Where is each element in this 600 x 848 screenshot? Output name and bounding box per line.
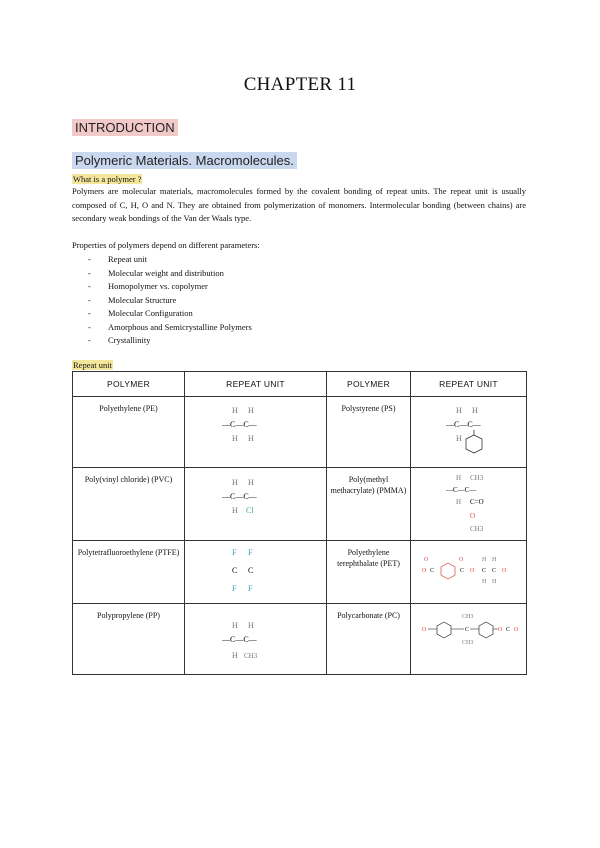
list-item: - Molecular weight and distribution [88,267,224,278]
svg-text:Cl: Cl [245,506,254,515]
svg-text:C: C [505,627,510,633]
svg-text:H: H [231,406,238,415]
repeat-unit-pmma [411,468,527,541]
svg-text:O: O [469,512,475,520]
list-item: - Amorphous and Semicrystalline Polymers [88,321,252,332]
header-polymer: POLYMER [327,372,411,397]
svg-text:—C—C—: —C—C— [221,492,257,501]
pp-structure [186,604,326,672]
repeat-unit-ptfe [185,541,327,604]
svg-text:H: H [231,434,238,443]
svg-text:H: H [455,498,461,506]
svg-text:CH3: CH3 [469,474,483,482]
svg-text:H: H [231,651,238,660]
list-item: - Molecular Structure [88,294,177,305]
header-polymer: POLYMER [73,372,185,397]
pc-structure [412,604,526,672]
svg-text:H: H [247,478,254,487]
subsection-heading: Polymeric Materials. Macromolecules. [72,152,297,169]
svg-text:O: O [458,557,463,563]
properties-intro: Properties of polymers depend on different parameters: [72,240,260,250]
svg-text:H: H [247,621,254,630]
svg-text:CH3: CH3 [461,640,473,646]
table-cell-polymer: Polytetrafluoroethylene (PTFE) [73,541,185,604]
svg-text:O: O [513,627,518,633]
table-cell-polymer: Polyethylene (PE) [73,397,185,468]
svg-text:H: H [491,557,496,563]
svg-text:H: H [231,478,238,487]
header-repeat-unit: REPEAT UNIT [411,372,527,397]
svg-text:O: O [423,557,428,563]
svg-text:F: F [231,584,236,593]
svg-text:H: H [491,579,496,585]
svg-text:O: O [421,568,426,574]
pmma-structure [412,468,526,538]
pvc-structure [186,468,326,538]
list-item: - Molecular Configuration [88,308,193,318]
svg-text:H: H [481,579,486,585]
svg-text:O: O [421,627,426,633]
properties-list [88,253,252,348]
pet-structure [412,541,526,601]
svg-text:C: C [231,566,237,575]
svg-text:O: O [497,627,502,633]
polymer-table [72,371,527,675]
svg-text:C: C [481,568,486,574]
svg-text:C: C [464,627,469,633]
benzene-ring [466,435,482,453]
svg-text:CH3: CH3 [469,525,483,533]
repeat-unit-pvc [185,468,327,541]
svg-text:F: F [247,584,252,593]
repeat-unit-label: Repeat unit [73,360,112,370]
svg-text:H: H [247,434,254,443]
svg-text:C: C [491,568,496,574]
list-item: - Repeat unit [88,254,147,264]
svg-text:H: H [231,621,238,630]
repeat-unit-pet [411,541,527,604]
ps-structure [412,397,526,465]
svg-text:—C—C—: —C—C— [445,420,481,429]
svg-text:C: C [247,566,253,575]
svg-text:F: F [247,548,252,557]
table-cell-polymer: Polycarbonate (PC) [327,604,411,675]
repeat-unit-ps [411,397,527,468]
benzene-ring [441,563,455,579]
svg-text:C: C [429,568,434,574]
svg-text:H: H [455,406,462,415]
svg-text:C: C [459,568,464,574]
svg-text:H: H [247,406,254,415]
repeat-unit-pe [185,397,327,468]
svg-text:H: H [231,506,238,515]
header-repeat-unit: REPEAT UNIT [185,372,327,397]
svg-text:CH3: CH3 [461,614,473,620]
svg-text:H: H [481,557,486,563]
svg-text:CH3: CH3 [243,652,257,660]
svg-text:H: H [471,406,478,415]
question-label: What is a polymer ? [73,174,142,184]
benzene-ring [437,622,451,638]
svg-text:F: F [231,548,236,557]
table-cell-polymer: Polypropylene (PP) [73,604,185,675]
svg-text:—C—C—: —C—C— [221,635,257,644]
pe-structure [186,397,326,465]
svg-text:—C—C—: —C—C— [221,420,257,429]
section-heading: INTRODUCTION [72,119,178,136]
svg-text:C=O: C=O [469,498,484,506]
table-cell-polymer: Polyethylene terephthalate (PET) [327,541,411,604]
table-cell-polymer: Poly(vinyl chloride) (PVC) [73,468,185,541]
svg-text:—C—C—: —C—C— [445,486,476,494]
svg-text:H: H [455,434,462,443]
table-cell-polymer: Poly(methyl methacrylate) (PMMA) [327,468,411,541]
chapter-title: CHAPTER 11 [243,74,357,95]
ptfe-structure [186,541,326,601]
benzene-ring [479,622,493,638]
list-item: - Homopolymer vs. copolymer [88,281,208,291]
svg-text:O: O [469,568,474,574]
list-item: - Crystallinity [88,335,151,345]
definition-paragraph: Polymers are molecular materials, macromolecules formed by the covalent bonding of repeat units. The repeat unit is usually composed of C, H, O and N. They are obtained from polymerization of monomers. Intermolecular bonding (between chains) are secondary weak bondings of the Van der Waals type. [72,186,526,223]
svg-text:H: H [455,474,461,482]
repeat-unit-pc [411,604,527,675]
repeat-unit-pp [185,604,327,675]
svg-text:O: O [501,568,506,574]
table-cell-polymer: Polystyrene (PS) [327,397,411,468]
